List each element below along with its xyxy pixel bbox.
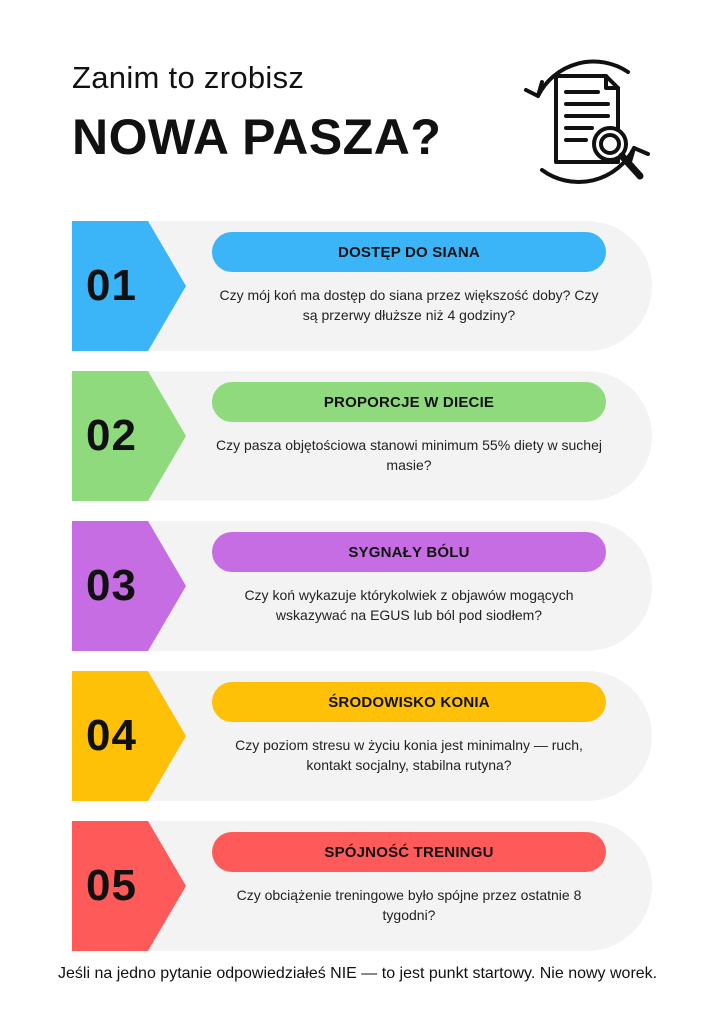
page-title: NOWA PASZA? bbox=[72, 109, 442, 165]
checklist-item-1 bbox=[72, 221, 652, 351]
item-question: Czy koń wykazuje którykolwiek z objawów mogących wskazywać na EGUS lub ból pod siodłem? bbox=[244, 587, 574, 623]
page-subtitle: Zanim to zrobisz bbox=[72, 60, 305, 95]
item-question: Czy poziom stresu w życiu konia jest minimalny — ruch, kontakt socjalny, stabilna rutyna? bbox=[235, 737, 583, 773]
item-question: Czy pasza objętościowa stanowi minimum 55% diety w suchej masie? bbox=[216, 437, 602, 473]
checklist-item-4 bbox=[72, 671, 652, 801]
item-heading: ŚRODOWISKO KONIA bbox=[212, 682, 606, 722]
item-number: 04 bbox=[86, 711, 137, 760]
item-question: Czy mój koń ma dostęp do siana przez większość doby? Czy są przerwy dłuższe niż 4 godziny? bbox=[219, 287, 599, 323]
checklist-item-3 bbox=[72, 521, 652, 651]
item-question: Czy obciążenie treningowe było spójne przez ostatnie 8 tygodni? bbox=[236, 887, 582, 923]
footer-note: Jeśli na jedno pytanie odpowiedziałeś NIE — to jest punkt startowy. Nie nowy worek. bbox=[58, 965, 658, 982]
item-number: 03 bbox=[86, 561, 137, 610]
item-number: 05 bbox=[86, 861, 137, 910]
checklist-item-2 bbox=[72, 371, 652, 501]
item-number: 01 bbox=[86, 261, 137, 310]
item-number: 02 bbox=[86, 411, 137, 460]
item-heading: DOSTĘP DO SIANA bbox=[212, 232, 606, 272]
item-heading: PROPORCJE W DIECIE bbox=[212, 382, 606, 422]
checklist-item-5 bbox=[72, 821, 652, 951]
document-search-cycle-icon bbox=[516, 52, 656, 190]
item-heading: SYGNAŁY BÓLU bbox=[212, 532, 606, 572]
item-heading: SPÓJNOŚĆ TRENINGU bbox=[212, 832, 606, 872]
